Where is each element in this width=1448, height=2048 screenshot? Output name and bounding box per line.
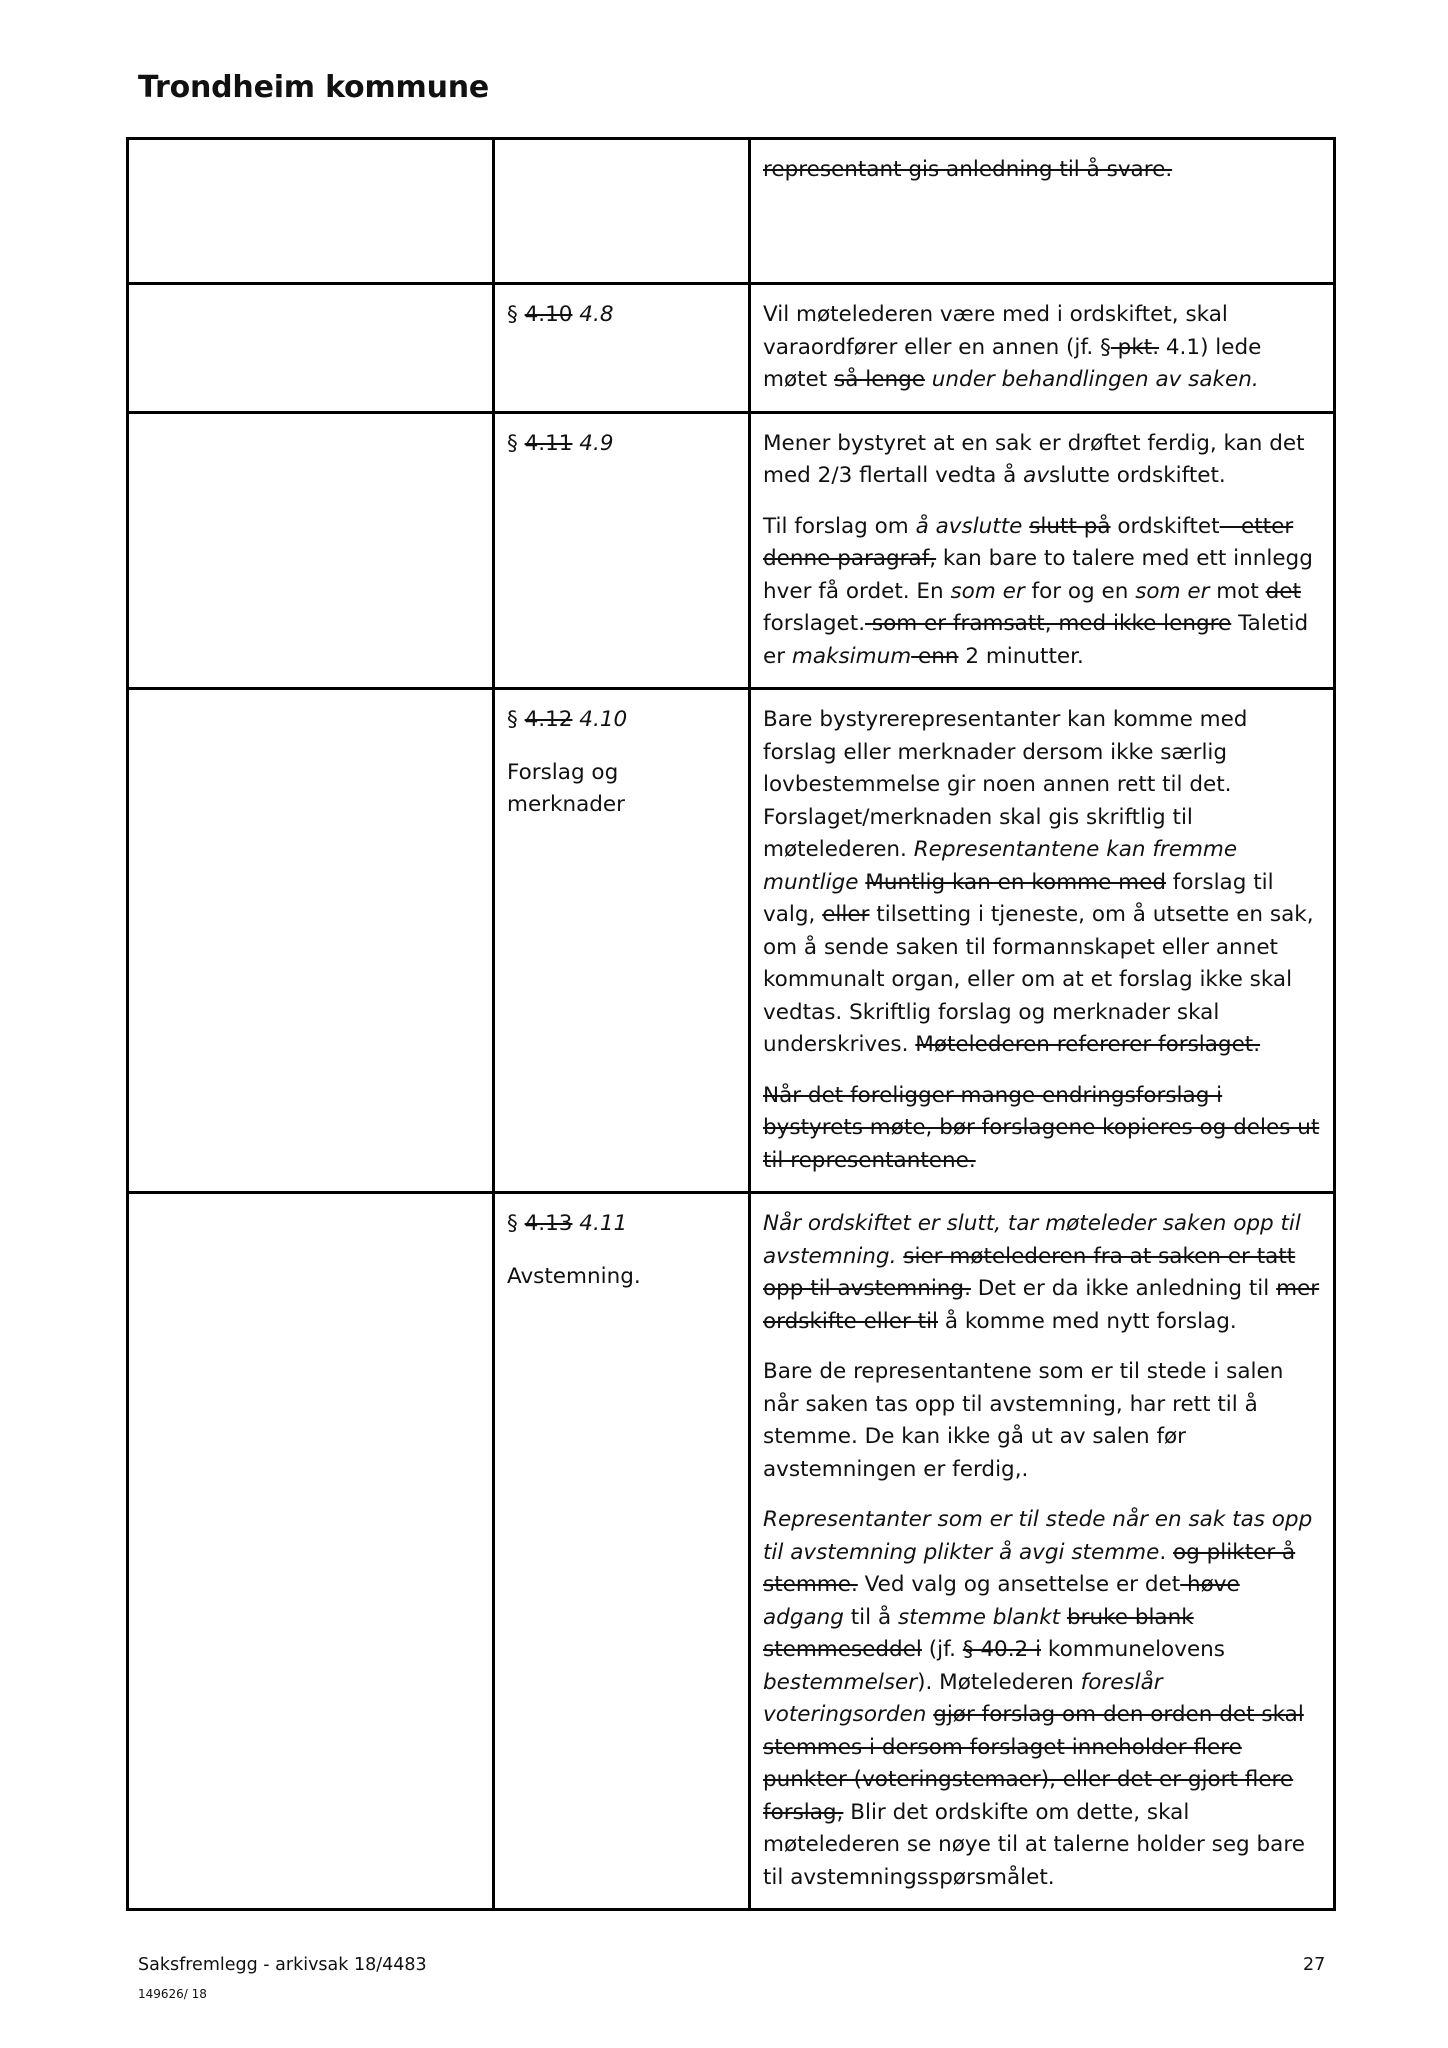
text-cell [750,689,1335,1193]
section-number [507,428,738,461]
section-title: Forslag og merknader [507,759,625,817]
deleted-text: pkt. [1110,334,1160,360]
text-segment: kan bare to talere med ett innlegg hver få ordet. En [763,546,1313,604]
footer-case-reference: Saksfremlegg - arkivsak 18/4483 [138,1955,427,1975]
text-segment: å komme med nytt forslag. [938,1308,1237,1334]
section-cell [494,139,750,284]
text-segment: Til forslag om [763,513,916,539]
section-cell [494,1193,750,1910]
section-new-number: 4.8 [572,302,614,327]
section-sign: § [507,302,525,327]
paragraph [763,154,1323,187]
deleted-text: § 40.2 i [962,1637,1042,1662]
page-header-title: Trondheim kommune [138,70,490,105]
section-cell [494,689,750,1193]
text-segment: mot [1209,578,1266,604]
section-sign: § [507,1211,525,1236]
section-new-number: 4.9 [572,430,614,456]
empty-cell [128,412,494,689]
text-cell [750,284,1335,413]
section-title: Avstemning. [507,1263,641,1289]
text-segment: Bare bystyrerepresentanter kan komme med forslag eller merknader dersom ikke særlig lovbestemmelse gir noen annen rett til det. Forslaget/merknaden skal gis skriftlig til møtelederen. [763,707,1248,862]
text-segment: Ved valg og ansettelse er det [857,1572,1181,1597]
paragraph [763,1356,1323,1486]
inserted-text: bestemmelser [763,1669,918,1695]
empty-cell [128,139,494,284]
deleted-text: Muntlig kan en komme med [865,869,1166,895]
section-sign: § [507,430,525,456]
inserted-text: å avslutte [915,513,1023,539]
section-cell [494,412,750,689]
deleted-text: bruke blank stemmeseddel [763,1604,1194,1662]
deleted-text: så lenge [834,367,925,392]
text-segment: 4.1) lede møtet [763,334,1262,392]
deleted-text: som er framsatt, med ikke lengre [865,611,1232,636]
paragraph [763,1208,1323,1338]
deleted-text: mer ordskifte eller til [763,1276,1320,1334]
text-segment: Vil møtelederen være med i ordskiftet, skal varaordfører eller en annen (jf. § [763,302,1228,360]
deleted-text: og plikter å stemme. [763,1539,1296,1597]
text-segment: . [1159,1539,1174,1565]
inserted-text: Representanter som er til stede når en sak tas opp til avstemning plikter å avgi stemme [763,1507,1313,1565]
empty-cell [128,1193,494,1910]
inserted-text: av [1023,463,1050,488]
section-old-number: 4.13 [524,1211,573,1236]
text-cell [750,1193,1335,1910]
deleted-text: gjør forslag om den orden det skal stemmes i dersom forslaget inneholder flere punkter (voteringstemaer), eller det er gjort flere forslag, [763,1702,1304,1825]
section-number [507,704,738,737]
text-segment: Mener bystyret at en sak er drøftet ferdig, kan det med 2/3 flertall vedta å [763,430,1305,488]
deleted-text: representant gis anledning til å svare. [763,157,1173,182]
inserted-text: Når ordskiftet er slutt, tar møteleder saken opp til avstemning. [763,1211,1301,1269]
text-segment: slutte ordskiftet. [1049,463,1226,488]
text-segment: Det er da ikke anledning til [970,1276,1277,1301]
paragraph [763,704,1323,1062]
deleted-text: enn [911,643,959,669]
table-row [128,1193,1335,1910]
text-cell [750,139,1335,284]
table-row [128,284,1335,413]
inserted-text: Representantene kan fremme muntlige [763,837,1238,895]
deleted-text: sier møtelederen fra at saken er tatt opp til avstemning. [763,1243,1296,1301]
inserted-text: maksimum [791,643,912,669]
table-row [128,139,1335,284]
table-row [128,412,1335,689]
section-number [507,299,738,332]
text-segment: forslag til valg, [763,869,1274,927]
deleted-text: eller [822,902,870,927]
deleted-text: det [1265,578,1301,604]
deleted-text: Møtelederen refererer forslaget. [915,1032,1261,1057]
paragraph [763,299,1323,397]
inserted-text: stemme blankt [897,1604,1061,1630]
text-segment: Bare de representantene som er til stede i salen når saken tas opp til avstemning, har rett til å stemme. De kan ikke gå ut av salen før avstemningen er ferdig,. [763,1359,1284,1482]
paragraph [763,428,1323,493]
paragraph [763,1504,1323,1894]
section-new-number: 4.10 [572,707,628,732]
paragraph [763,1080,1323,1178]
deleted-text: slutt på [1029,513,1111,539]
text-segment: forslaget. [763,611,866,636]
section-old-number: 4.11 [524,430,573,456]
text-segment: 2 minutter. [958,643,1084,669]
inserted-text: adgang [763,1604,844,1630]
text-segment: tilsetting i tjeneste, om å utsette en sak, om å sende saken til formannskapet eller annet kommunalt organ, eller om at et forslag ikke skal vedtas. Skriftlig forslag og merknader skal underskrives. [763,902,1314,1057]
regulations-table [126,137,1336,1911]
section-cell [494,284,750,413]
empty-cell [128,689,494,1193]
table-row [128,689,1335,1193]
text-cell [750,412,1335,689]
deleted-text: høve [1180,1572,1240,1597]
section-number [507,1208,738,1241]
deleted-text: - etter denne paragraf, [763,513,1294,571]
section-old-number: 4.12 [524,707,573,732]
empty-cell [128,284,494,413]
paragraph [763,511,1323,674]
text-segment: til å [843,1604,898,1630]
text-segment: kommunelovens [1041,1637,1225,1662]
text-segment: Blir det ordskifte om dette, skal møtelederen se nøye til at talerne holder seg bare til avstemningsspørsmålet. [763,1799,1305,1890]
text-segment: ordskiftet [1110,513,1220,539]
deleted-text: Når det foreligger mange endringsforslag i bystyrets møte, bør forslagene kopieres og deles ut til representantene. [763,1082,1320,1173]
footer-document-id: 149626/ 18 [138,1987,207,2001]
section-sign: § [507,707,525,732]
section-new-number: 4.11 [572,1211,628,1236]
text-segment: ). Møtelederen [917,1669,1081,1695]
inserted-text: som er [1135,578,1210,604]
text-segment: for og en [1024,578,1136,604]
section-old-number: 4.10 [524,302,573,327]
text-segment [1060,1605,1067,1630]
page-number: 27 [1303,1955,1326,1975]
inserted-text: foreslår voteringsorden [763,1669,1163,1727]
inserted-text: som er [950,578,1025,604]
text-segment: (jf. [921,1637,963,1662]
inserted-text: under behandlingen av saken. [924,367,1259,392]
text-segment: Taletid er [763,611,1309,669]
